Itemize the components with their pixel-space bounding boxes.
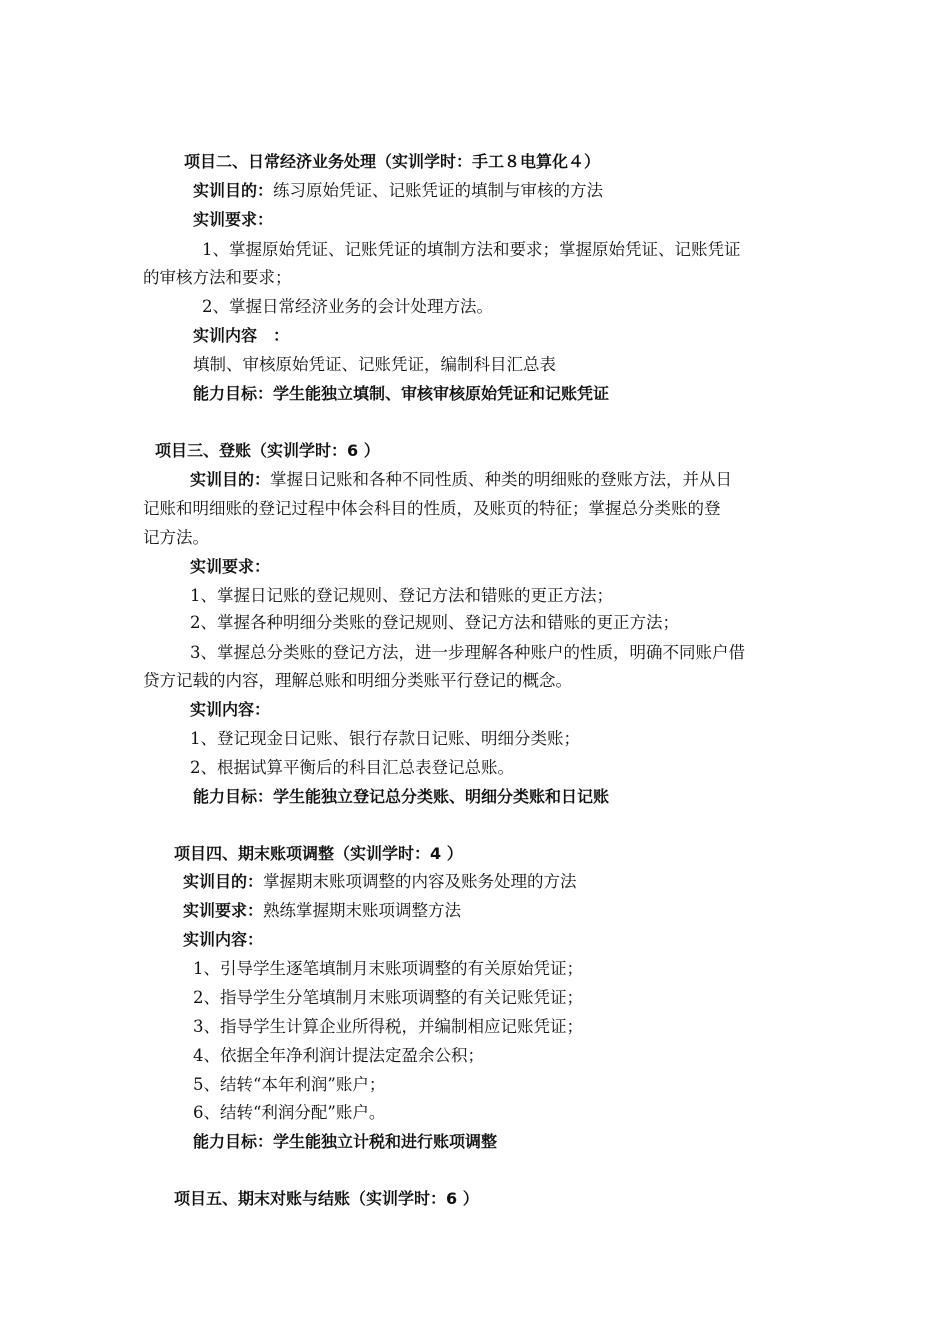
p2-ability-goal: 能力目标：学生能独立填制、审核审核原始凭证和记账凭证 bbox=[193, 384, 610, 403]
p3-goal-text-c: 记方法。 bbox=[143, 528, 209, 547]
p3-goal-label: 实训目的： bbox=[190, 470, 271, 489]
p3-requirement-2: 2、掌握各种明细分类账的登记规则、登记方法和错账的更正方法； bbox=[190, 613, 679, 632]
project-4-heading: 项目四、期末账项调整（实训学时：4 ） bbox=[174, 844, 463, 863]
p3-requirements-label: 实训要求： bbox=[190, 557, 271, 576]
p2-goal-text: 练习原始凭证、记账凭证的填制与审核的方法 bbox=[273, 181, 604, 200]
p4-content-5: 5、结转“本年利润”账户； bbox=[193, 1075, 386, 1094]
p3-requirement-3b: 贷方记载的内容，理解总账和明细分类账平行登记的概念。 bbox=[143, 671, 572, 690]
p3-content-1: 1、登记现金日记账、银行存款日记账、明细分类账； bbox=[190, 729, 580, 748]
p4-content-6: 6、结转“利润分配”账户。 bbox=[193, 1103, 386, 1122]
p3-requirement-1: 1、掌握日记账的登记规则、登记方法和错账的更正方法； bbox=[190, 586, 613, 605]
p2-requirements-label: 实训要求： bbox=[193, 210, 274, 229]
p3-goal-line-a bbox=[190, 469, 732, 491]
p4-content-4: 4、依据全年净利润计提法定盈余公积； bbox=[193, 1046, 484, 1065]
p4-content-label: 实训内容： bbox=[183, 930, 264, 949]
p3-ability-goal: 能力目标：学生能独立登记总分类账、明细分类账和日记账 bbox=[193, 787, 610, 806]
p4-ability-goal: 能力目标：学生能独立计税和进行账项调整 bbox=[193, 1132, 498, 1151]
project-5-heading: 项目五、期末对账与结账（实训学时：6 ） bbox=[174, 1189, 479, 1208]
p2-goal-label: 实训目的： bbox=[193, 181, 274, 200]
p4-goal-label: 实训目的： bbox=[183, 872, 264, 891]
p3-content-2: 2、根据试算平衡后的科目汇总表登记总账。 bbox=[190, 758, 514, 777]
p2-requirement-1b: 的审核方法和要求； bbox=[143, 268, 292, 287]
p4-goal-text: 掌握期末账项调整的内容及账务处理的方法 bbox=[263, 872, 577, 891]
p4-content-1: 1、引导学生逐笔填制月末账项调整的有关原始凭证； bbox=[193, 959, 583, 978]
p3-goal-text-a: 掌握日记账和各种不同性质、种类的明细账的登账方法，并从日 bbox=[270, 470, 733, 489]
p2-content-label: 实训内容 ： bbox=[193, 326, 290, 345]
p3-goal-text-b: 记账和明细账的登记过程中体会科目的性质，及账页的特征；掌握总分类账的登 bbox=[143, 499, 721, 518]
p4-requirements-line bbox=[183, 900, 461, 922]
p3-content-label: 实训内容： bbox=[190, 700, 271, 719]
p2-goal-line bbox=[193, 180, 603, 202]
p4-content-3: 3、指导学生计算企业所得税，并编制相应记账凭证； bbox=[193, 1017, 583, 1036]
p4-goal-line bbox=[183, 871, 577, 893]
p4-content-2: 2、指导学生分笔填制月末账项调整的有关记账凭证； bbox=[193, 988, 583, 1007]
project-3-heading: 项目三、登账（实训学时：6 ） bbox=[155, 441, 380, 460]
p4-requirements-text: 熟练掌握期末账项调整方法 bbox=[263, 901, 462, 920]
p2-requirement-1a: 1、掌握原始凭证、记账凭证的填制方法和要求；掌握原始凭证、记账凭证 bbox=[202, 240, 741, 259]
p3-requirement-3a: 3、掌握总分类账的登记方法，进一步理解各种账户的性质，明确不同账户借 bbox=[190, 643, 745, 662]
p4-requirements-label: 实训要求： bbox=[183, 901, 264, 920]
p2-content-text: 填制、审核原始凭证、记账凭证，编制科目汇总表 bbox=[193, 355, 556, 374]
p2-requirement-2: 2、掌握日常经济业务的会计处理方法。 bbox=[202, 297, 493, 316]
project-2-heading: 项目二、日常经济业务处理（实训学时：手工８电算化４） bbox=[184, 152, 601, 171]
